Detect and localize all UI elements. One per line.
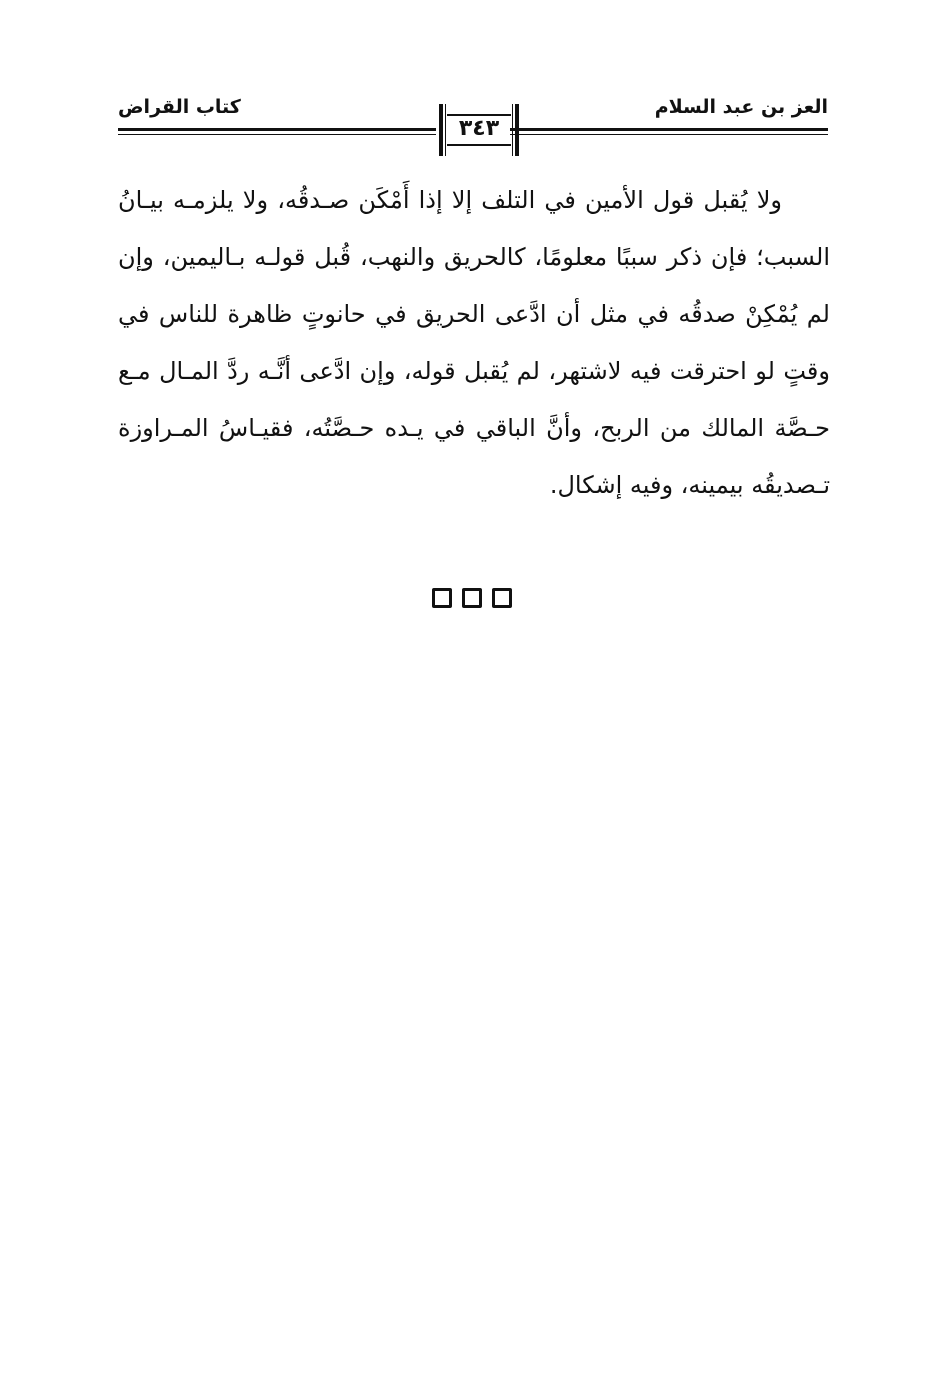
running-title-chapter: كتاب القراض (118, 96, 241, 118)
running-title-author: العز بن عبد السلام (654, 96, 828, 118)
page-number-frame (439, 104, 519, 156)
page-header (118, 92, 828, 162)
square-outline-icon (462, 588, 482, 608)
square-outline-icon (432, 588, 452, 608)
body-paragraph: ولا يُقبل قول الأمين في التلف إلا إذا أَمْكَن صـدقُه، ولا يلزمـه بيـانُ السبب؛ فإن ذكر سببًا معلومًا، كالحريق والنهب، قُبل قولـه بـاليمين، وإن لم يُمْكِنْ صدقُه في مثل أن ادَّعى الحريق في حانوتٍ ظاهرة للناس في وقتٍ لو احترقت فيه لاشتهر، لم يُقبل قوله، وإن ادَّعى أنَّـه ردَّ المـال مـع حـصَّة المالك من الربح، وأنَّ الباقي في يـده حـصَّتُه، فقيـاسُ المـراوزة تـصديقُه بيمينه، وفيه إشكال. (118, 186, 830, 499)
header-rule-left (118, 128, 436, 131)
body-text (118, 172, 830, 514)
section-end-marker (0, 588, 944, 608)
header-rule-right (510, 128, 828, 131)
square-outline-icon (492, 588, 512, 608)
page-number: ٣٤٣ (458, 116, 500, 141)
